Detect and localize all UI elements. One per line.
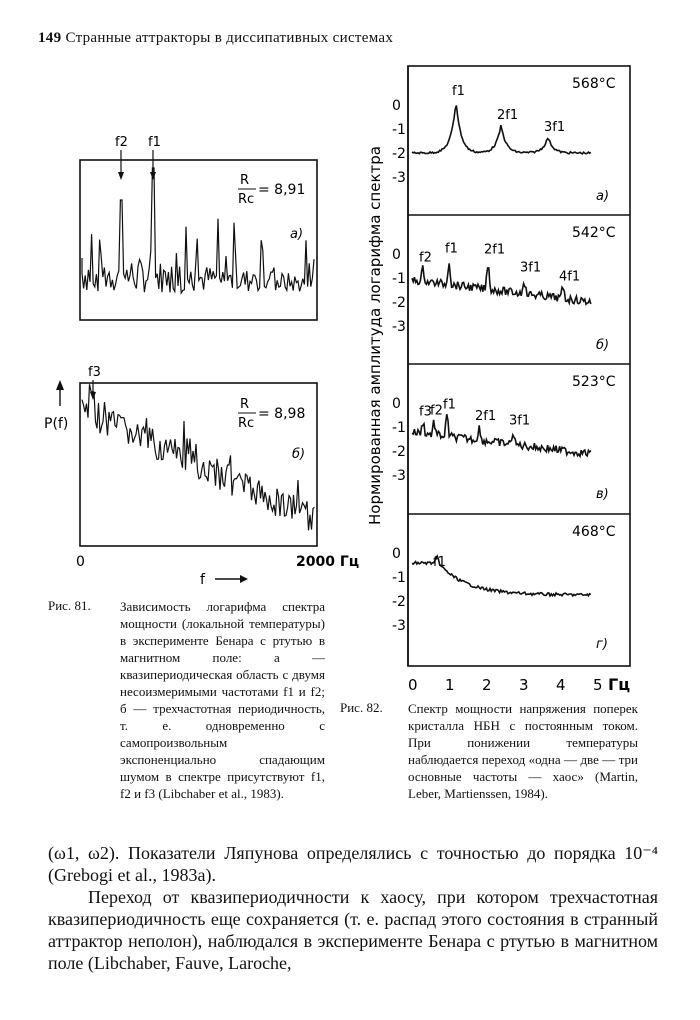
fig82-ytick: 0 bbox=[392, 98, 401, 114]
fig82-x-tick: 2 bbox=[482, 676, 492, 694]
fig82-ytick: 0 bbox=[392, 546, 401, 562]
fig82-ytick: -3 bbox=[392, 618, 406, 634]
fig81b-ylabel: P(f) bbox=[44, 416, 69, 432]
fig82-frame bbox=[408, 66, 630, 666]
fig82-ytick: 0 bbox=[392, 396, 401, 412]
fig82-panel-letter: в) bbox=[596, 487, 609, 502]
fig82-ytick: -1 bbox=[392, 570, 406, 586]
fig82-panel-letter: г) bbox=[596, 637, 608, 652]
fig82-peak-label: f1 bbox=[433, 555, 446, 571]
fig81b-ratio-value: = 8,98 bbox=[258, 406, 306, 422]
fig82-peak-label: 3f1 bbox=[509, 413, 531, 429]
fig82-ytick: -2 bbox=[392, 146, 406, 162]
fig82-ytick: -1 bbox=[392, 420, 406, 436]
f3-arrow-head bbox=[90, 392, 96, 400]
f1-arrow-head bbox=[150, 172, 156, 180]
fig82-peak-label: f1 bbox=[443, 397, 456, 413]
fig82-x-unit: Гц bbox=[608, 675, 631, 694]
fig82-peak-label: 2f1 bbox=[497, 108, 519, 123]
fig81a-letter: а) bbox=[290, 227, 304, 242]
fig82-ytick: -2 bbox=[392, 444, 406, 460]
fig82-peak-label: 2f1 bbox=[484, 242, 506, 258]
fig81b-letter: б) bbox=[292, 447, 306, 462]
fig82-peak-label: f3 bbox=[419, 404, 432, 420]
fig81-x-arrow-head bbox=[240, 575, 248, 583]
fig82-x-tick: 4 bbox=[556, 676, 566, 694]
fig82-ylabel: Нормированная амплитуда логарифма спектра bbox=[366, 146, 384, 525]
fig82-peak-label: 3f1 bbox=[544, 120, 566, 135]
running-title: Странные аттракторы в диссипативных системах bbox=[65, 30, 394, 46]
fig82-peak-label: 3f1 bbox=[520, 260, 542, 276]
fig81b-f3-label: f3 bbox=[88, 365, 101, 380]
fig82-ytick: -1 bbox=[392, 271, 406, 287]
body-paragraph-1: (ω1, ω2). Показатели Ляпунова определялись с точностью до порядка 10⁻⁴ (Grebogi et al., 1983a). bbox=[48, 843, 658, 885]
fig82-ytick: -2 bbox=[392, 594, 406, 610]
fig82-ytick: -1 bbox=[392, 122, 406, 138]
fig81b-ratio-num: R bbox=[240, 397, 250, 412]
fig81b-ratio-den: Rc bbox=[238, 416, 255, 431]
fig81-caption: Зависимость логарифма спектра мощности (локальной температуры) в эксперименте Бенара с ртутью в магнитном поле: а — квазипериодическая область с двумя несоизмеримыми частотами f1 и f2; б — трехчастотная периодичность, т. е. одновременно с самопроизвольным экспоненциально спадающим шумом в спектре присутствуют f1, f2 и f3 (Libchaber et al., 1983). bbox=[120, 599, 325, 801]
fig82-spectrum-line bbox=[412, 414, 591, 456]
fig81a-f2-label: f2 bbox=[115, 135, 128, 150]
fig82-peak-label: 2f1 bbox=[475, 409, 497, 425]
fig82-caption: Спектр мощности напряжения поперек кристалла НБН с постоянным током. При понижении температуры наблюдается переход «одна — две — три основные частоты — хаос» (Martin, Leber, Martienssen, 1984). bbox=[408, 701, 638, 801]
fig82-ytick: 0 bbox=[392, 247, 401, 263]
fig81-caption-number: Рис. 81. bbox=[48, 598, 91, 613]
fig82-peak-label: f1 bbox=[445, 241, 458, 257]
fig82-temp-label: 523°C bbox=[572, 374, 616, 390]
f2-arrow-head bbox=[118, 172, 124, 180]
fig82-ytick: -3 bbox=[392, 170, 406, 186]
fig82-panel-letter: б) bbox=[596, 338, 610, 353]
fig81a-f1-label: f1 bbox=[148, 135, 161, 150]
fig81a-ratio-den: Rc bbox=[238, 192, 255, 207]
page-number: 149 bbox=[38, 30, 62, 46]
fig81a-ratio-num: R bbox=[240, 173, 250, 188]
fig81-x-tick-end: 2000 Гц bbox=[296, 554, 360, 570]
fig82 bbox=[366, 66, 630, 694]
fig82-x-tick: 5 bbox=[593, 676, 603, 694]
fig82-peak-label: f2 bbox=[419, 250, 432, 266]
fig82-x-tick: 3 bbox=[519, 676, 529, 694]
fig82-peak-label: f2 bbox=[430, 403, 443, 419]
fig81-panel-b bbox=[44, 365, 317, 546]
fig82-peak-label: f1 bbox=[452, 84, 465, 99]
body-paragraph-2: Переход от квазипериодичности к хаосу, при котором трехчастотная квазипериодичность еще сохраняется (т. е. распад этого состояния в странный аттрактор неполон), наблюдался в эксперименте Бенара с ртутью в магнитном поле (Libchaber, Fauve, Laroche, bbox=[48, 887, 658, 973]
fig82-ytick: -3 bbox=[392, 319, 406, 335]
fig82-ytick: -3 bbox=[392, 468, 406, 484]
fig82-peak-label: 4f1 bbox=[559, 269, 581, 285]
fig82-temp-label: 568°C bbox=[572, 76, 616, 92]
fig82-x-tick: 1 bbox=[445, 676, 455, 694]
fig82-temp-label: 542°C bbox=[572, 225, 616, 241]
fig81-x-tick-0: 0 bbox=[76, 554, 85, 570]
fig82-temp-label: 468°C bbox=[572, 524, 616, 540]
fig81-panel-a bbox=[80, 135, 317, 320]
pf-arrow-head bbox=[56, 380, 64, 390]
fig82-ytick: -2 bbox=[392, 295, 406, 311]
fig82-caption-number: Рис. 82. bbox=[340, 700, 383, 715]
fig82-panel-letter: а) bbox=[596, 189, 610, 204]
fig82-x-tick: 0 bbox=[408, 676, 418, 694]
fig81-x-label: f bbox=[200, 572, 205, 588]
fig81a-ratio-value: = 8,91 bbox=[258, 182, 306, 198]
